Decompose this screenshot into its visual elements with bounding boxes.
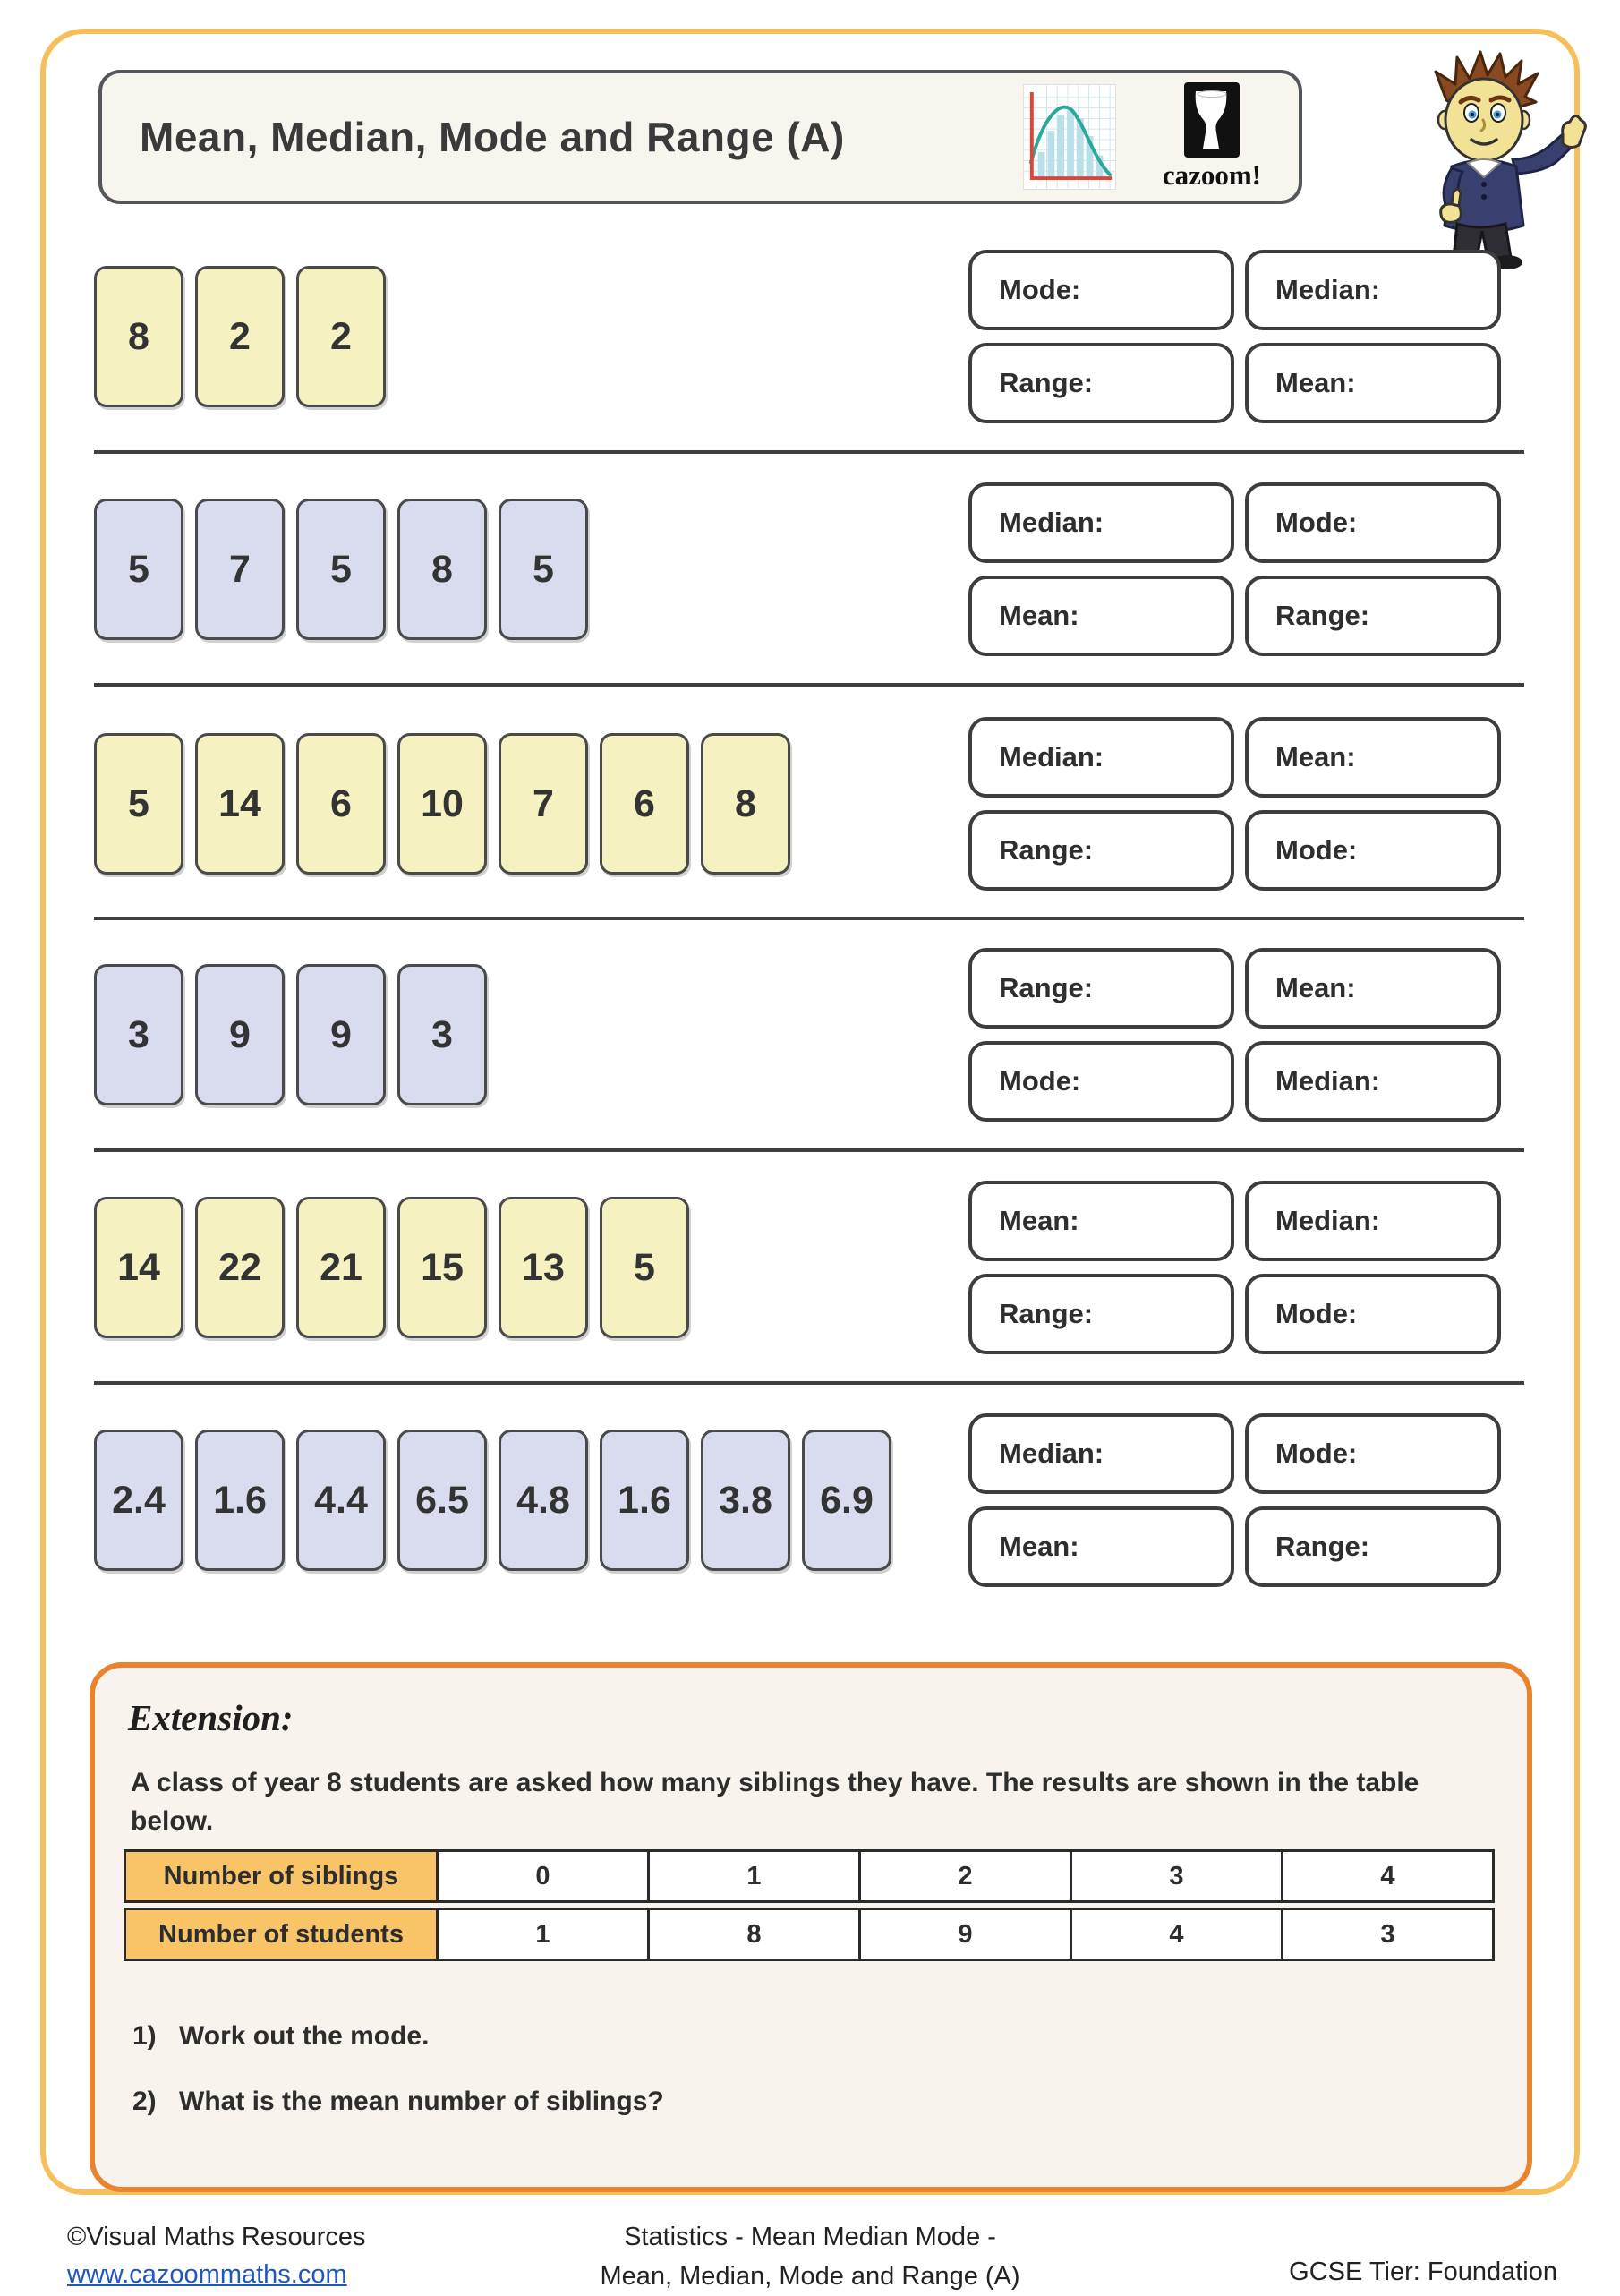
- question-row-5: [94, 1180, 1526, 1355]
- number-card: 6.9: [802, 1430, 891, 1571]
- table-header-siblings: Number of siblings: [124, 1849, 439, 1903]
- question-row-2: [94, 482, 1526, 657]
- number-card: 7: [195, 499, 285, 640]
- question-row-4: [94, 947, 1526, 1122]
- number-card: 2: [195, 266, 285, 407]
- row-divider: [94, 683, 1524, 687]
- extension-heading: Extension:: [128, 1696, 294, 1739]
- answer-box-median[interactable]: Median:: [1245, 250, 1501, 330]
- number-card: 3: [94, 964, 183, 1105]
- number-card: 8: [94, 266, 183, 407]
- row-divider: [94, 917, 1524, 920]
- website-link[interactable]: www.cazoommaths.com: [67, 2256, 366, 2293]
- answer-box-mode[interactable]: Mode:: [968, 1041, 1234, 1122]
- mascot-boy-illustration: [1393, 45, 1602, 270]
- page-footer: [0, 2213, 1620, 2292]
- answer-boxes: [968, 948, 1501, 1122]
- question-text: What is the mean number of siblings?: [179, 2087, 664, 2117]
- answer-box-mode[interactable]: Mode:: [1245, 810, 1501, 891]
- number-card: 8: [397, 499, 487, 640]
- table-header-students: Number of students: [124, 1908, 439, 1961]
- answer-box-mode[interactable]: Mode:: [1245, 482, 1501, 563]
- question-number: 1): [132, 2021, 179, 2052]
- number-card: 9: [195, 964, 285, 1105]
- question-text: Work out the mode.: [179, 2021, 429, 2052]
- answer-box-mode[interactable]: Mode:: [1245, 1413, 1501, 1494]
- number-card: 2.4: [94, 1430, 183, 1571]
- siblings-table: [124, 1849, 1495, 1966]
- extension-question-1: [132, 2021, 429, 2052]
- answer-box-mean[interactable]: Mean:: [968, 576, 1234, 656]
- number-card: 13: [499, 1197, 588, 1338]
- number-card: 6.5: [397, 1430, 487, 1571]
- number-card: 10: [397, 733, 487, 875]
- number-card: 5: [94, 733, 183, 875]
- number-cards: [94, 1180, 689, 1355]
- number-card: 14: [195, 733, 285, 875]
- table-cell: 3: [1283, 1908, 1495, 1961]
- number-card: 21: [296, 1197, 386, 1338]
- worksheet-header: [98, 70, 1302, 204]
- answer-box-mean[interactable]: Mean:: [1245, 948, 1501, 1029]
- extension-question-2: [132, 2087, 664, 2117]
- number-card: 6: [296, 733, 386, 875]
- answer-boxes: [968, 250, 1501, 423]
- number-card: 5: [94, 499, 183, 640]
- row-divider: [94, 1381, 1524, 1385]
- answer-box-range[interactable]: Range:: [968, 810, 1234, 891]
- extension-intro-text: A class of year 8 students are asked how many siblings they have. The results are shown in the table below.: [131, 1764, 1482, 1841]
- number-card: 7: [499, 733, 588, 875]
- answer-box-range[interactable]: Range:: [968, 343, 1234, 423]
- number-cards: [94, 1413, 891, 1588]
- number-card: 4.4: [296, 1430, 386, 1571]
- answer-box-mode[interactable]: Mode:: [1245, 1274, 1501, 1354]
- number-card: 5: [600, 1197, 689, 1338]
- answer-box-mode[interactable]: Mode:: [968, 250, 1234, 330]
- number-cards: [94, 716, 790, 892]
- gcse-tier-label: GCSE Tier: Foundation: [1289, 2258, 1557, 2287]
- answer-boxes: [968, 1181, 1501, 1354]
- answer-box-mean[interactable]: Mean:: [968, 1506, 1234, 1587]
- table-row-siblings: [124, 1849, 1495, 1903]
- table-cell: 1: [439, 1908, 650, 1961]
- answer-box-median[interactable]: Median:: [968, 717, 1234, 798]
- answer-box-median[interactable]: Median:: [1245, 1041, 1501, 1122]
- cazoom-logo-text: cazoom!: [1163, 159, 1261, 192]
- answer-box-range[interactable]: Range:: [968, 948, 1234, 1029]
- number-card: 6: [600, 733, 689, 875]
- table-cell: 1: [650, 1849, 861, 1903]
- page-title: Mean, Median, Mode and Range (A): [140, 113, 1023, 161]
- answer-boxes: [968, 717, 1501, 891]
- table-cell: 8: [650, 1908, 861, 1961]
- number-card: 5: [296, 499, 386, 640]
- number-card: 15: [397, 1197, 487, 1338]
- number-card: 8: [701, 733, 790, 875]
- question-row-3: [94, 716, 1526, 892]
- topic-line-2: Mean, Median, Mode and Range (A): [0, 2258, 1620, 2296]
- table-cell: 9: [861, 1908, 1072, 1961]
- answer-box-range[interactable]: Range:: [1245, 1506, 1501, 1587]
- table-cell: 2: [861, 1849, 1072, 1903]
- number-cards: [94, 482, 588, 657]
- topic-line-1: Statistics - Mean Median Mode -: [0, 2218, 1620, 2258]
- answer-boxes: [968, 482, 1501, 656]
- copyright-text: ©Visual Maths Resources: [67, 2218, 366, 2256]
- table-row-students: [124, 1908, 1495, 1961]
- number-card: 5: [499, 499, 588, 640]
- answer-box-mean[interactable]: Mean:: [1245, 717, 1501, 798]
- answer-box-mean[interactable]: Mean:: [1245, 343, 1501, 423]
- extension-section: [90, 1662, 1532, 2192]
- table-cell: 3: [1072, 1849, 1283, 1903]
- number-card: 1.6: [195, 1430, 285, 1571]
- number-card: 22: [195, 1197, 285, 1338]
- number-cards: [94, 249, 386, 424]
- number-card: 4.8: [499, 1430, 588, 1571]
- number-cards: [94, 947, 487, 1122]
- number-card: 1.6: [600, 1430, 689, 1571]
- answer-box-mean[interactable]: Mean:: [968, 1181, 1234, 1261]
- answer-box-median[interactable]: Median:: [968, 482, 1234, 563]
- answer-box-range[interactable]: Range:: [968, 1274, 1234, 1354]
- question-row-6: [94, 1413, 1526, 1588]
- answer-box-median[interactable]: Median:: [968, 1413, 1234, 1494]
- table-cell: 4: [1283, 1849, 1495, 1903]
- question-row-1: [94, 249, 1526, 424]
- answer-boxes: [968, 1413, 1501, 1587]
- answer-box-range[interactable]: Range:: [1245, 576, 1501, 656]
- number-card: 3: [397, 964, 487, 1105]
- number-card: 3.8: [701, 1430, 790, 1571]
- answer-box-median[interactable]: Median:: [1245, 1181, 1501, 1261]
- table-cell: 0: [439, 1849, 650, 1903]
- table-cell: 4: [1072, 1908, 1283, 1961]
- row-divider: [94, 1148, 1524, 1152]
- number-card: 14: [94, 1197, 183, 1338]
- cazoom-logo: [1163, 82, 1261, 192]
- number-card: 9: [296, 964, 386, 1105]
- cazoom-logo-icon: [1184, 82, 1240, 158]
- histogram-icon: [1023, 84, 1116, 190]
- question-number: 2): [132, 2087, 179, 2117]
- row-divider: [94, 450, 1524, 454]
- number-card: 2: [296, 266, 386, 407]
